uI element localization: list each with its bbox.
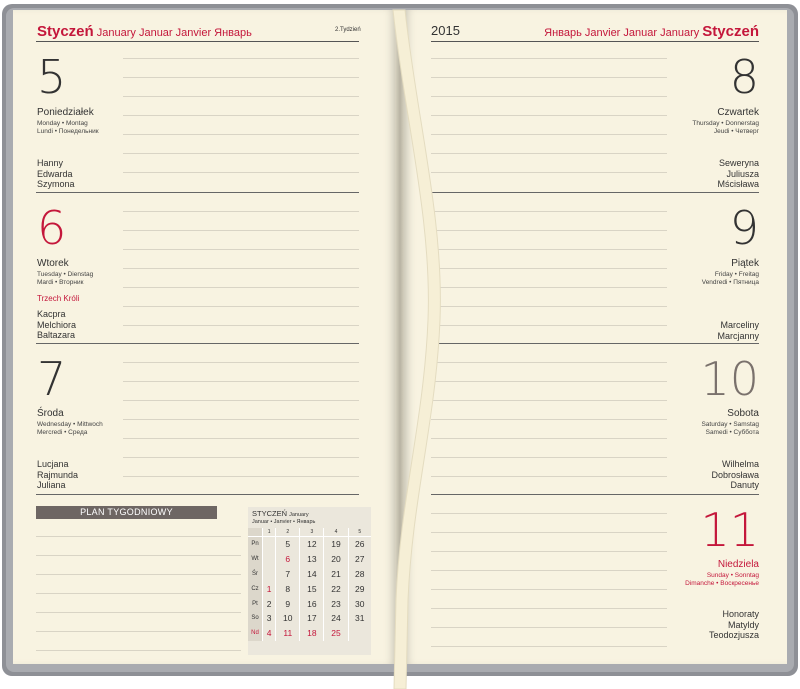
weekday-abbr: Śr xyxy=(248,567,263,582)
day-langs-line: Sunday • Sonntag xyxy=(706,572,759,579)
calendar-date: 28 xyxy=(348,567,371,582)
week-number: 1 xyxy=(263,528,276,537)
holiday-label: Trzech Króli xyxy=(37,294,80,303)
day-langs-line: Vendredi • Пятница xyxy=(701,279,759,286)
name-day: Juliusza xyxy=(726,168,759,179)
calendar-date: 30 xyxy=(348,596,371,611)
week-number: 3 xyxy=(300,528,324,537)
name-day: Marceliny xyxy=(720,320,759,330)
day-number: 8 xyxy=(729,50,759,104)
day-number: 7 xyxy=(37,352,67,406)
name-day: Danuty xyxy=(730,480,759,490)
name-day: Melchiora xyxy=(37,319,77,330)
weekday-abbr: Pn xyxy=(248,537,263,552)
name-day: Teodozjusza xyxy=(708,630,759,640)
day-langs-line: Lundi • Понедельник xyxy=(37,128,99,135)
calendar-date: 9 xyxy=(276,596,300,611)
calendar-date: 29 xyxy=(348,581,371,596)
calendar-date: 6 xyxy=(276,552,300,567)
day-name: Wtorek xyxy=(37,258,69,269)
name-day: Dobrosława xyxy=(711,469,759,480)
name-day: Marcjanny xyxy=(717,330,759,341)
day-langs-line: Wednesday • Mittwoch xyxy=(37,421,103,428)
week-number: 2 xyxy=(276,528,300,537)
calendar-date: 8 xyxy=(276,581,300,596)
weekday-abbr: Pt xyxy=(248,596,263,611)
day-number: 10 xyxy=(700,352,759,406)
day-name: Niedziela xyxy=(717,559,759,570)
day-langs-line: Thursday • Donnerstag xyxy=(692,120,759,127)
day-langs-line: Monday • Montag xyxy=(37,120,88,127)
calendar-date: 26 xyxy=(348,537,371,552)
day-langs-line: Jeudi • Четверг xyxy=(713,128,759,135)
day-number: 9 xyxy=(729,201,759,255)
weekday-abbr: Nd xyxy=(248,626,263,641)
calendar-date: 12 xyxy=(300,537,324,552)
week-number: 4 xyxy=(324,528,348,537)
calendar-date: 3 xyxy=(263,611,276,626)
calendar-date: 21 xyxy=(324,567,348,582)
calendar-date: 23 xyxy=(324,596,348,611)
left-month-pl: Styczeń xyxy=(37,23,94,40)
name-day: Szymona xyxy=(37,179,75,189)
name-day: Edwarda xyxy=(37,168,73,179)
day-number: 6 xyxy=(37,201,67,255)
day-langs-line: Samedi • Суббота xyxy=(705,429,759,436)
calendar-date: 14 xyxy=(300,567,324,582)
day-name: Czwartek xyxy=(717,107,759,118)
mini-calendar-subtitle: Januar • Janvier • Январь xyxy=(252,519,316,525)
day-number: 11 xyxy=(700,503,759,557)
day-name: Środa xyxy=(37,408,64,419)
day-number: 5 xyxy=(37,50,67,104)
day-langs-line: Tuesday • Dienstag xyxy=(37,271,94,278)
name-day: Juliana xyxy=(37,480,66,490)
day-langs-line: Friday • Freitag xyxy=(714,271,759,278)
calendar-date: 27 xyxy=(348,552,371,567)
year-label: 2015 xyxy=(431,23,460,38)
right-month-langs: Январь Janvier Januar January xyxy=(544,27,700,39)
calendar-date: 20 xyxy=(324,552,348,567)
day-langs-line: Saturday • Samstag xyxy=(701,421,759,428)
day-langs-line: Dimanche • Воскресенье xyxy=(685,580,759,587)
day-langs-line: Mardi • Вторник xyxy=(37,279,84,286)
day-name: Piątek xyxy=(731,258,759,269)
name-day: Lucjana xyxy=(37,459,69,469)
name-day: Hanny xyxy=(37,158,64,168)
name-day: Honoraty xyxy=(722,609,759,619)
week-label: 2.Tydzień xyxy=(335,27,361,33)
left-month-langs: January Januar Janvier Январь xyxy=(96,27,252,39)
mini-calendar-month-en: January xyxy=(289,512,309,518)
week-number: 5 xyxy=(348,528,371,537)
calendar-date: 16 xyxy=(300,596,324,611)
calendar-date: 5 xyxy=(276,537,300,552)
calendar-date: 18 xyxy=(300,626,324,641)
name-day: Matyldy xyxy=(727,619,759,630)
calendar-date: 31 xyxy=(348,611,371,626)
calendar-date: 4 xyxy=(263,626,276,641)
name-day: Wilhelma xyxy=(721,459,759,469)
calendar-date: 11 xyxy=(276,626,300,641)
calendar-date: 17 xyxy=(300,611,324,626)
weekday-abbr: So xyxy=(248,611,263,626)
right-month-pl: Styczeń xyxy=(702,23,759,40)
day-name: Sobota xyxy=(727,408,759,419)
weekday-abbr: Cz xyxy=(248,581,263,596)
day-langs-line: Mercredi • Среда xyxy=(37,429,88,436)
name-day: Kacpra xyxy=(37,309,66,319)
calendar-date: 2 xyxy=(263,596,276,611)
calendar-date: 10 xyxy=(276,611,300,626)
calendar-date: 25 xyxy=(324,626,348,641)
calendar-date: 19 xyxy=(324,537,348,552)
calendar-date: 7 xyxy=(276,567,300,582)
calendar-date: 22 xyxy=(324,581,348,596)
calendar-date: 24 xyxy=(324,611,348,626)
calendar-date: 13 xyxy=(300,552,324,567)
name-day: Seweryna xyxy=(718,158,759,168)
weekly-plan-header: PLAN TYGODNIOWY xyxy=(36,506,217,519)
weekday-abbr: Wt xyxy=(248,552,263,567)
name-day: Baltazara xyxy=(37,330,76,340)
mini-calendar-month: STYCZEŃ xyxy=(252,509,288,518)
name-day: Rajmunda xyxy=(37,469,79,480)
name-day: Mścisława xyxy=(717,179,759,189)
day-name: Poniedziałek xyxy=(37,107,94,118)
calendar-date: 1 xyxy=(263,581,276,596)
calendar-date: 15 xyxy=(300,581,324,596)
